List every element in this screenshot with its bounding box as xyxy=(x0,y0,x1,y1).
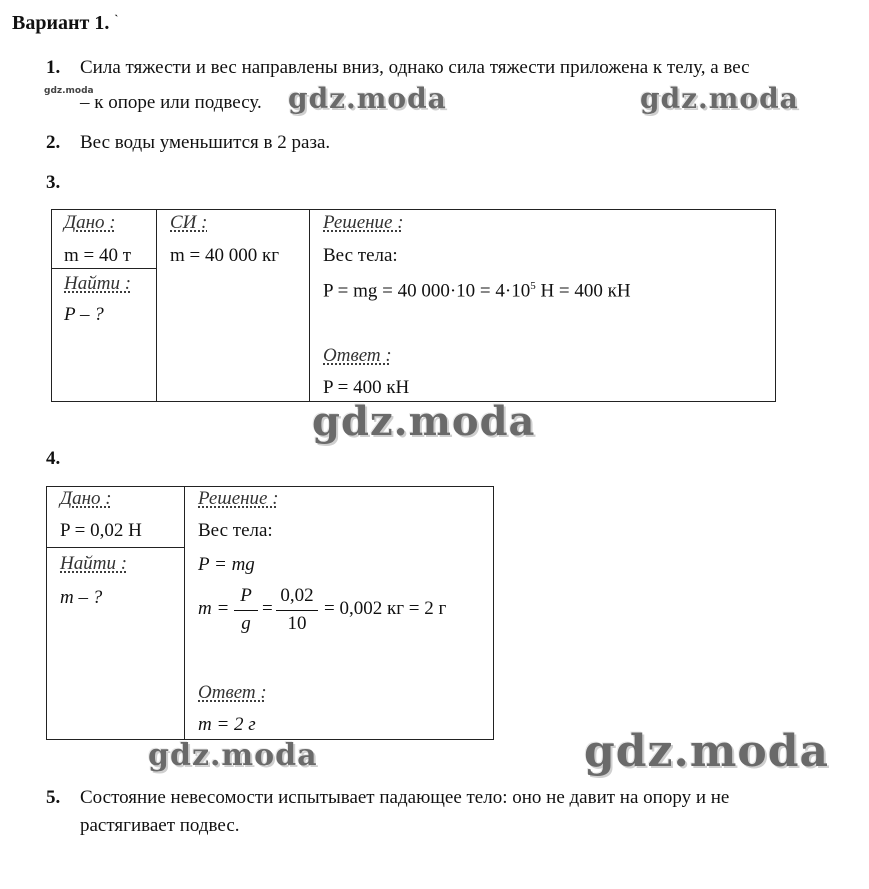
item-number-2: 2. xyxy=(46,132,61,153)
table-divider xyxy=(156,209,157,402)
solution-label: Решение : xyxy=(323,212,404,233)
item-number-5: 5. xyxy=(46,787,61,808)
answer-value: P = 400 кН xyxy=(323,377,410,398)
solution-text: Вес тела: xyxy=(323,245,398,266)
solution-formula: P = mg xyxy=(198,554,255,575)
answer-label: Ответ : xyxy=(323,345,392,366)
watermark: gdz.moda xyxy=(148,738,318,773)
si-value: m = 40 000 кг xyxy=(170,245,280,266)
stray-mark: ` xyxy=(114,12,119,26)
watermark: gdz.moda xyxy=(640,82,799,115)
watermark-small: gdz.moda xyxy=(44,86,94,96)
table-divider xyxy=(51,268,157,269)
solution-formula: P = mg = 40 $000\cdot 10 = 4\cdot 10^5$ Н = 400 кН xyxy=(323,280,631,302)
answer-value: m = 2 г xyxy=(198,714,256,735)
item-number-4: 4. xyxy=(46,448,61,469)
item-1-line-2: – к опоре или подвесу. xyxy=(80,92,262,113)
table-divider xyxy=(46,547,185,548)
fraction-numerator: 0,02 xyxy=(280,585,314,606)
item-2-text: Вес воды уменьшится в 2 раза. xyxy=(80,132,331,153)
find-label: Найти : xyxy=(60,553,128,574)
page-title: Вариант 1. ` xyxy=(12,12,119,34)
equals-sign: = xyxy=(262,598,273,619)
item-number-3: 3. xyxy=(46,172,61,193)
fraction-bar xyxy=(276,610,318,611)
table-divider xyxy=(184,486,185,740)
find-label: Найти : xyxy=(64,273,132,294)
solution-label: Решение : xyxy=(198,488,279,509)
item-1-line-1: Сила тяжести и вес направлены вниз, однако сила тяжести приложена к телу, а вес xyxy=(80,57,750,78)
si-label: СИ : xyxy=(170,212,208,233)
formula-lhs: m = xyxy=(198,598,230,619)
watermark: gdz.moda xyxy=(288,82,447,115)
given-label: Дано : xyxy=(60,488,112,509)
given-value: m = 40 т xyxy=(64,245,132,266)
given-label: Дано : xyxy=(64,212,116,233)
item-5-line-2: растягивает подвес. xyxy=(80,815,240,836)
fraction-numerator: P xyxy=(240,585,252,606)
answer-label: Ответ : xyxy=(198,682,267,703)
item-number-1: 1. xyxy=(46,57,61,78)
fraction-denominator: g xyxy=(241,613,251,634)
find-value: m – ? xyxy=(60,587,103,608)
table-divider xyxy=(309,209,310,402)
item-5-line-1: Состояние невесомости испытывает падающее тело: оно не давит на опору и не xyxy=(80,787,730,808)
watermark: gdz.moda xyxy=(312,398,536,445)
fraction-denominator: 10 xyxy=(287,613,307,634)
watermark: gdz.moda xyxy=(584,726,830,777)
problem-3-table xyxy=(51,209,776,402)
formula-result: = 0,002 кг = 2 г xyxy=(324,598,447,619)
fraction-bar xyxy=(234,610,258,611)
find-value: P – ? xyxy=(64,304,104,325)
given-value: P = 0,02 Н xyxy=(60,520,142,541)
solution-text: Вес тела: xyxy=(198,520,273,541)
